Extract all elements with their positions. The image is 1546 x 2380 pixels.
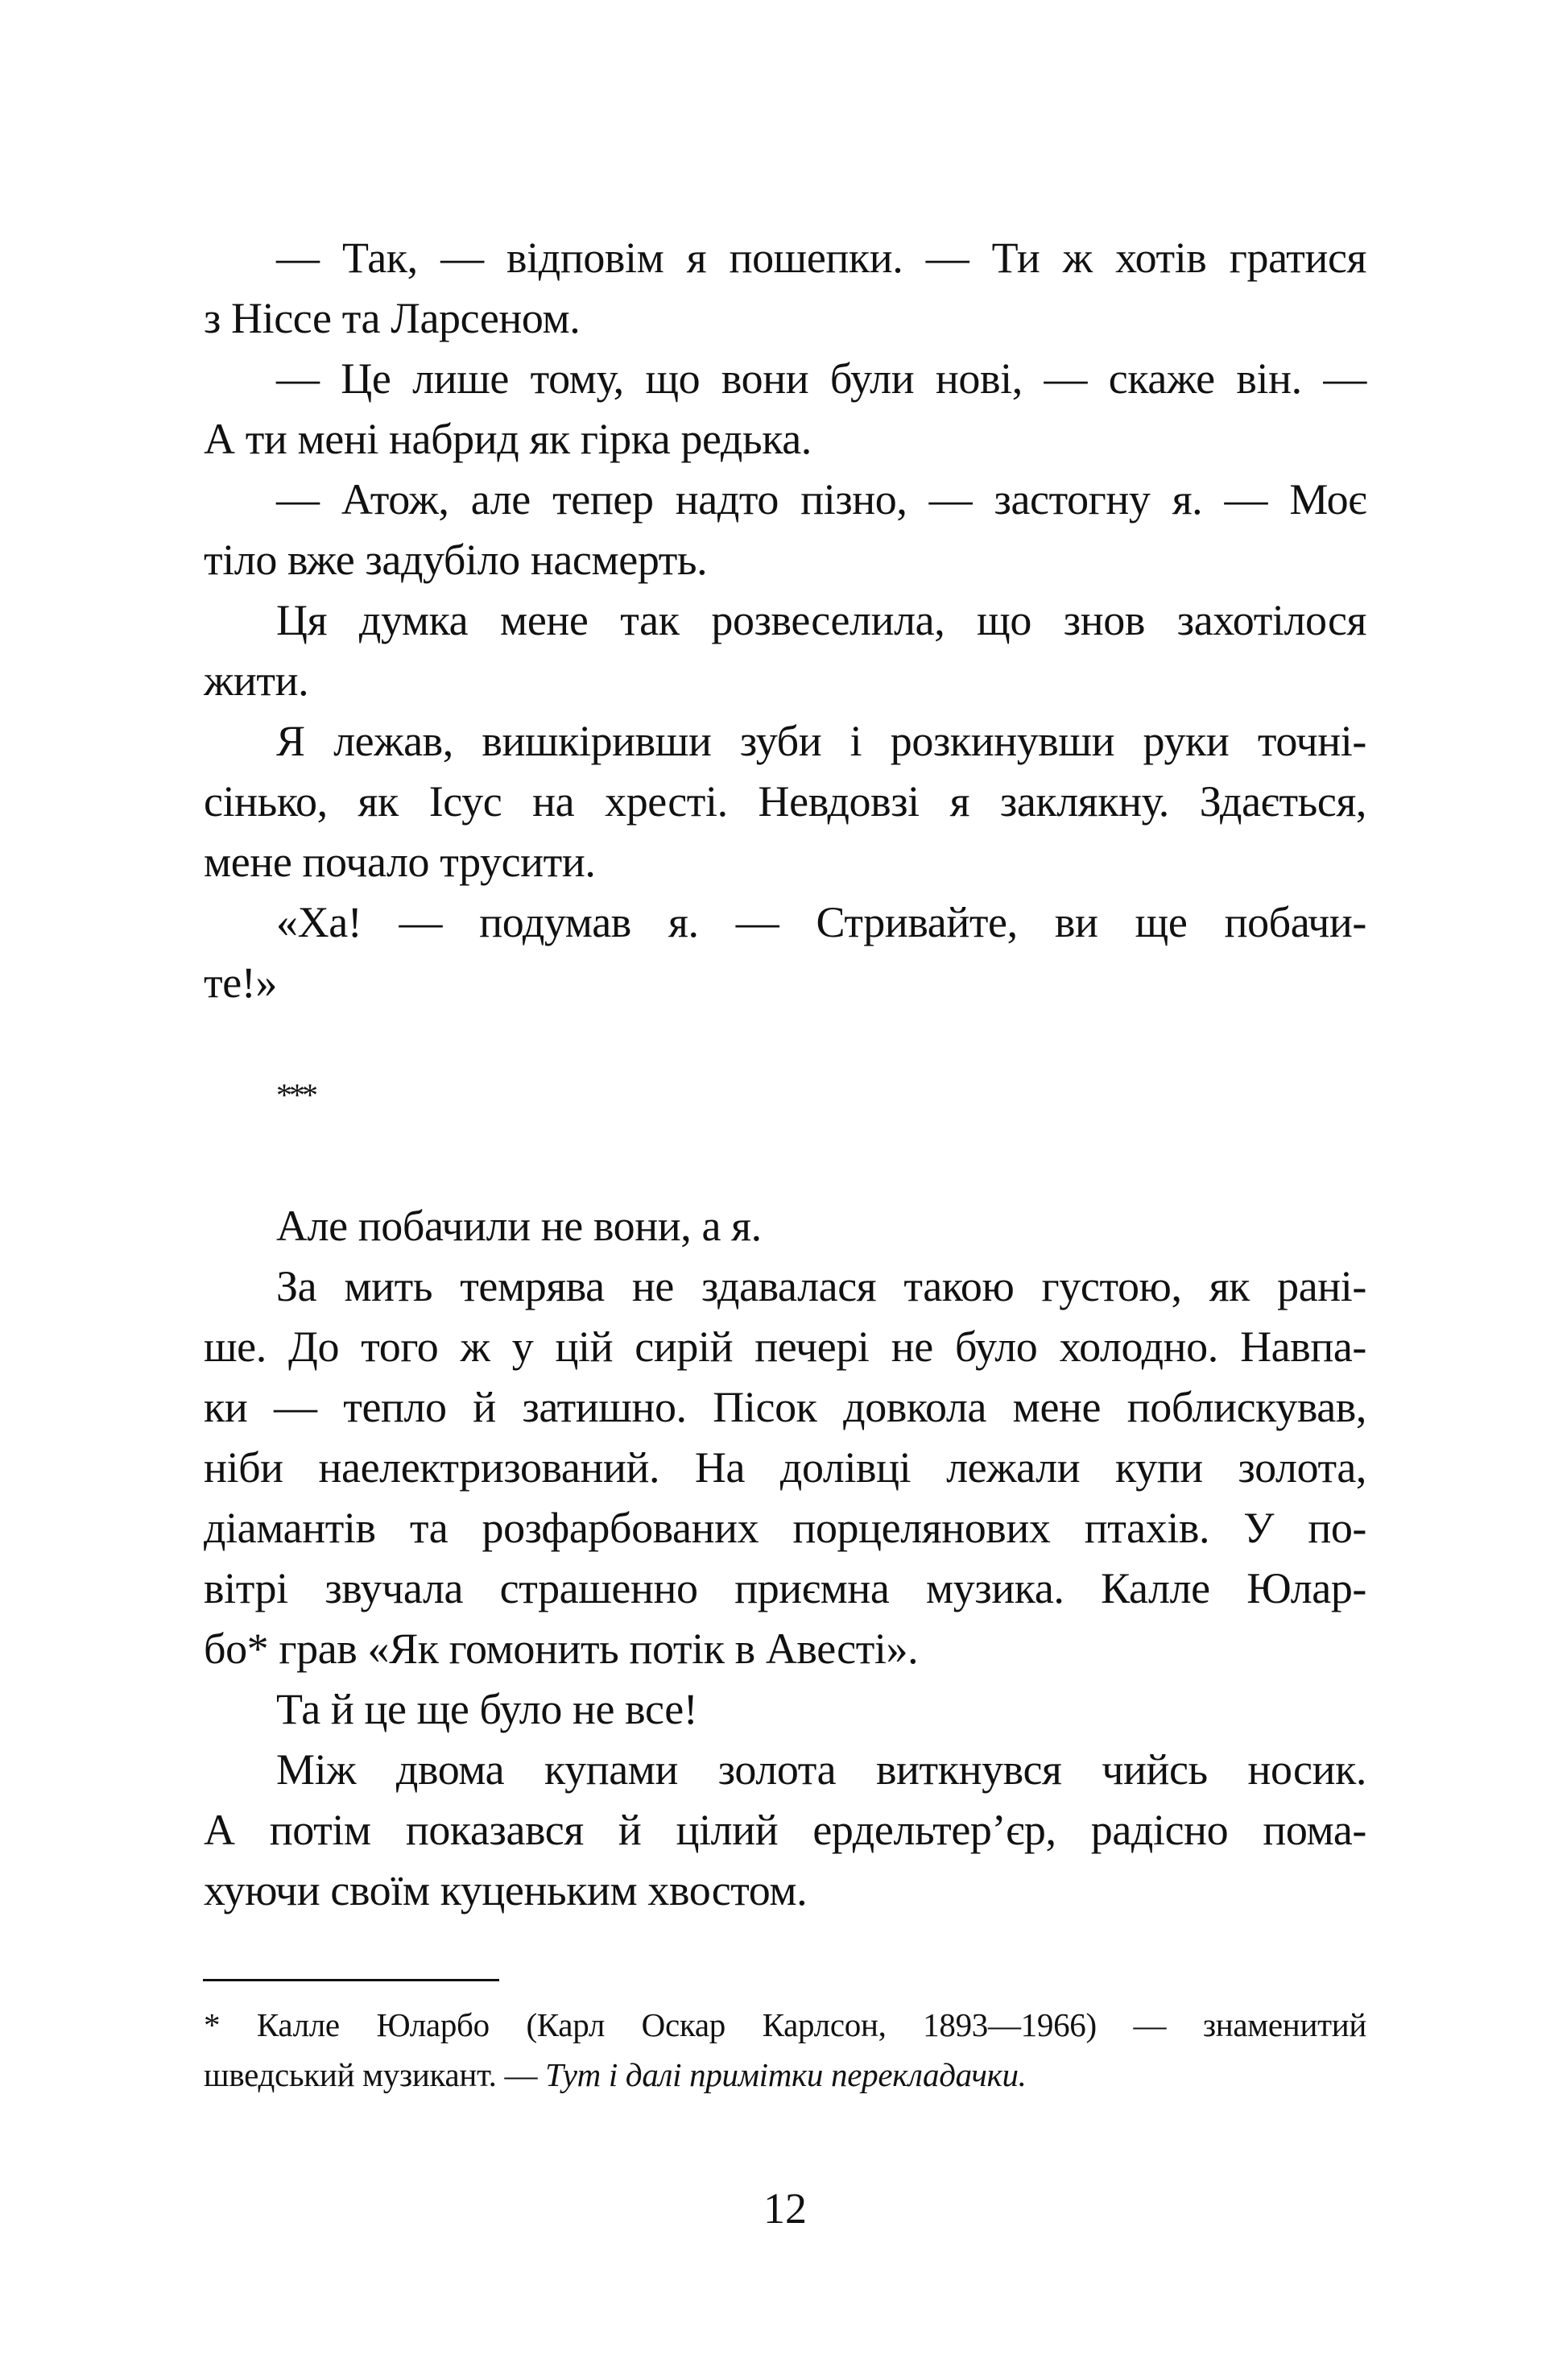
footnote-line: * Калле Юларбо (Карл Оскар Карлсон, 1893—1966) — знаменитий bbox=[204, 2006, 1366, 2043]
text-line: А ти мені набрид як гірка редька. bbox=[204, 415, 812, 463]
text-line: Ця думка мене так розвеселила, що знов захотілося bbox=[276, 596, 1366, 644]
text-line: Та й це ще було не все! bbox=[276, 1685, 698, 1733]
text-line: «Ха! — подумав я. — Стривайте, ви ще побачи- bbox=[276, 898, 1366, 946]
text-line: А потім показався й цілий ердельтер’єр, радісно пома- bbox=[204, 1806, 1366, 1854]
text-line: Між двома купами золота виткнувся чийсь носик. bbox=[276, 1745, 1366, 1794]
footnote-line bbox=[204, 2055, 1366, 2094]
text-line: жити. bbox=[204, 656, 309, 705]
text-line: Але побачили не вони, а я. bbox=[276, 1202, 762, 1250]
text-line: За мить темрява не здавалася такою густою, як рані- bbox=[276, 1262, 1366, 1310]
text-line: Я лежав, вишкіривши зуби і розкинувши руки точні- bbox=[276, 717, 1366, 765]
text-line: — Атож, але тепер надто пізно, — застогну я. — Моє bbox=[276, 475, 1366, 524]
text-line: вітрі звучала страшенно приємна музика. Калле Юлар- bbox=[204, 1564, 1366, 1612]
text-line: діамантів та розфарбованих порцелянових птахів. У по- bbox=[204, 1504, 1366, 1552]
text-line: — Так, — відповім я пошепки. — Ти ж хотів гратися bbox=[276, 234, 1366, 282]
text-line: ніби наелектризований. На долівці лежали купи золота, bbox=[204, 1443, 1366, 1492]
page-number: 12 bbox=[763, 2184, 807, 2233]
text-line: ше. До того ж у цій сирій печері не було холодно. Навпа- bbox=[204, 1322, 1366, 1371]
text-line: хуючи своїм куценьким хвостом. bbox=[204, 1866, 808, 1914]
text-line: бо* грав «Як гомонить потік в Авесті». bbox=[204, 1625, 919, 1673]
footnote-rule bbox=[203, 1979, 499, 1981]
footnote-translator-note: Тут і далі примітки перекладачки. bbox=[545, 2056, 1027, 2093]
text-line: те!» bbox=[204, 958, 277, 1007]
section-separator: *** bbox=[276, 1077, 315, 1113]
text-line: сінько, як Ісус на хресті. Невдовзі я заклякну. Здається, bbox=[204, 777, 1366, 826]
footnote-text: шведський музикант. — bbox=[204, 2056, 546, 2093]
text-line: ки — тепло й затишно. Пісок довкола мене поблискував, bbox=[204, 1383, 1366, 1431]
text-line: — Це лише тому, що вони були нові, — скаже він. — bbox=[276, 354, 1366, 403]
text-line: тіло вже задубіло насмерть. bbox=[204, 536, 708, 584]
text-line: мене почало трусити. bbox=[204, 838, 596, 886]
text-line: з Ніссе та Ларсеном. bbox=[204, 294, 581, 342]
